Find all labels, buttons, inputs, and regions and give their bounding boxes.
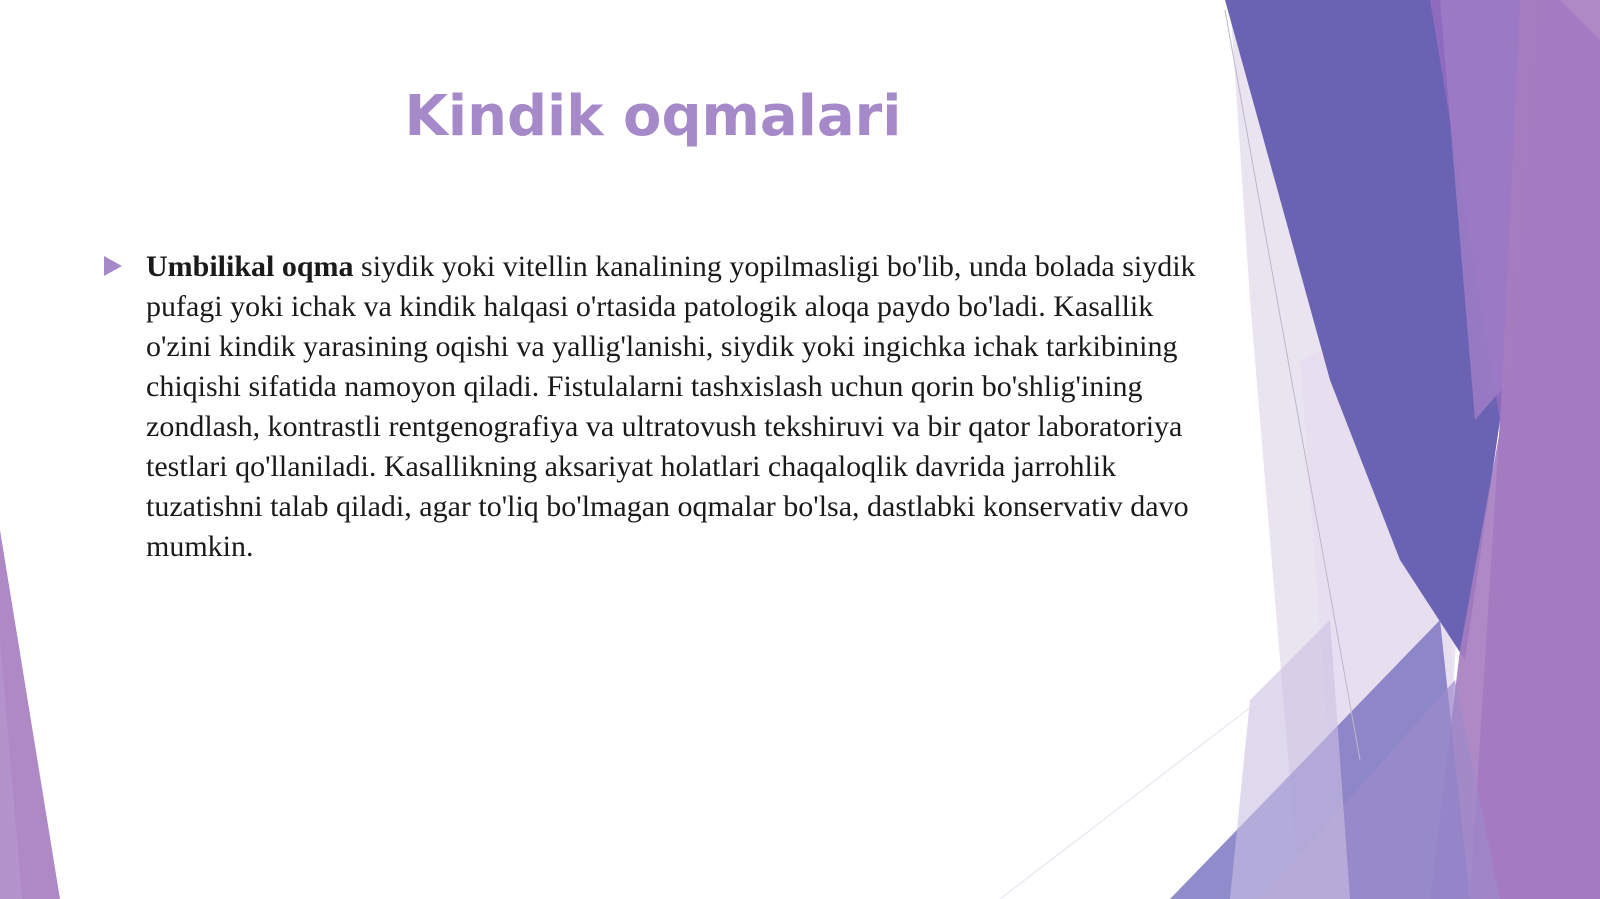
right-lower-light-facet bbox=[1230, 620, 1350, 899]
slide-title: Kindik oqmalari bbox=[404, 84, 902, 149]
bullet-text bbox=[146, 247, 1200, 567]
bullet-body: siydik yoki vitellin kanalining yopilmasligi bo'lib, unda bolada siydik pufagi yoki ichak va kindik halqasi o'rtasida patologik aloqa paydo bo'ladi. Kasallik o'zini kindik yarasining oqishi va yallig'lanishi, siydik yoki ingichka ichak tarkibining chiqishi sifatida namoyon qiladi. Fistulalarni tashxislash uchun qorin bo'shlig'ining zondlash, kontrastli rentgenografiya va ultratovush tekshiruvi va bir qator laboratoriya testlari qo'llaniladi. Kasallikning aksariyat holatlari chaqaloqlik davrida jarrohlik tuzatishni talab qiladi, agar to'liq bo'lmagan oqmalar bo'lsa, dastlabki konservativ davo mumkin. bbox=[146, 250, 1196, 563]
bullet-item bbox=[100, 247, 1200, 567]
bullet-lead: Umbilikal oqma bbox=[146, 250, 354, 283]
triangle-bullet-icon bbox=[104, 256, 122, 276]
slide-content bbox=[100, 247, 1200, 567]
